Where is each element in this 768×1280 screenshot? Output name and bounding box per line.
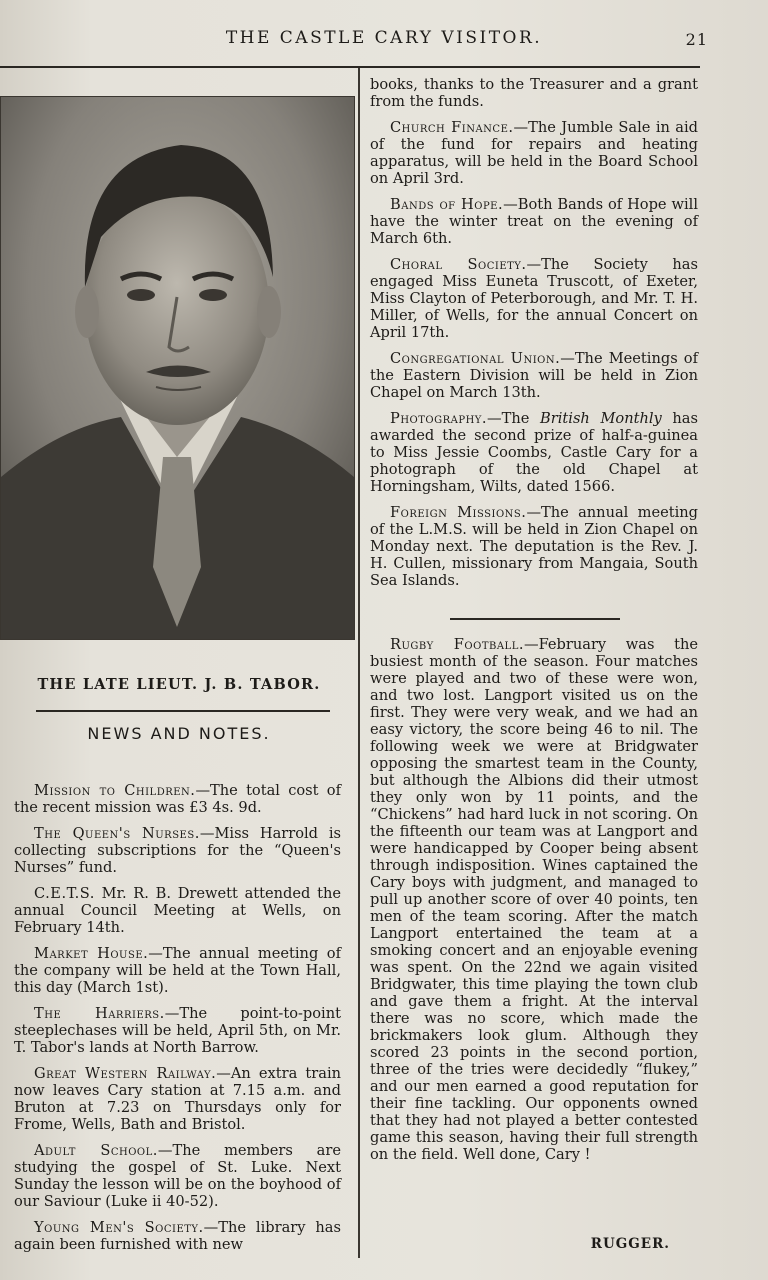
note-photography: Photography.—The British Monthly has awarded the second prize of half-a-guinea to Miss Jessie Coombs, Castle Cary for a photograph of the old Chapel at Horningsham, Wilts, dated 1566. [370,410,698,495]
right-column-notes [370,76,698,598]
page-header [0,28,768,58]
note-queens-nurses: The Queen's Nurses.—Miss Harrold is collecting subscriptions for the “Queen's Nurses” fund. [14,825,341,876]
note-rugby-football: Rugby Football.—February was the busiest month of the season. Four matches were played and two of these were won, and two lost. Langport visited us on the first. They were very weak, and we had an easy victory, the score being 46 to nil. The following week we were at Bridgwater opposing the smartest team in the County, but although the Albions did their utmost they only won by 11 points, and the “Chickens” had hard luck in not scoring. On the fifteenth our team was at Langport and were handicapped by Cooper being absent through indisposition. Wines captained the Cary boys with judgment, and managed to pull up another score of over 40 points, ten men of the team scoring. After the match Langport entertained the team at a smoking concert and an enjoyable evening was spent. On the 22nd we again visited Bridgwater, this time playing the town club and gave them a fright. At the interval there was no score, which made the brickmakers look glum. Although they scored 23 points in the second portion, three of the tries were decidedly “flukey,” and our men earned a good reputation for their fine tackling. Our opponents owned that they had not played a better contested game this season, having their full strength on the field. Well done, Cary ! [370,636,698,1163]
note-mission: Mission to Children.—The total cost of the recent mission was £3 4s. 9d. [14,782,341,816]
note-bands-of-hope: Bands of Hope.—Both Bands of Hope will have the winter treat on the evening of March 6th. [370,196,698,247]
header-rule [0,66,700,68]
portrait-illustration [1,97,354,639]
note-foreign-missions: Foreign Missions.—The annual meeting of the L.M.S. will be held in Zion Chapel on Monday next. The deputation is the Rev. J. H. Cullen, missionary from Mangaia, South Sea Islands. [370,504,698,589]
note-market-house: Market House.—The annual meeting of the company will be held at the Town Hall, this day (March 1st). [14,945,341,996]
portrait-photo [0,96,355,640]
left-column-notes [14,782,341,1262]
note-railway: Great Western Railway.—An extra train now leaves Cary station at 7.15 a.m. and Bruton at 7.23 on Thursdays only for Frome, Wells, Bath and Bristol. [14,1065,342,1133]
section-title: NEWS AND NOTES. [87,724,271,743]
report-signature: RUGGER. [590,1236,670,1252]
page-number: 21 [685,30,708,49]
publication-title: THE CASTLE CARY VISITOR. [225,28,543,48]
caption-rule [36,710,330,712]
note-harriers: The Harriers.—The point-to-point steeplechases will be held, April 5th, on Mr. T. Tabor's lands at North Barrow. [14,1005,341,1056]
note-adult-school: Adult School.—The members are studying the gospel of St. Luke. Next Sunday the lesson will be on the boyhood of our Saviour (Luke ii 40-52). [14,1142,341,1210]
note-young-mens: Young Men's Society.—The library has again been furnished with new [14,1219,341,1253]
note-cets: C.E.T.S. Mr. R. B. Drewett attended the annual Council Meeting at Wells, on February 14th. [14,885,341,936]
section-rule [450,618,620,620]
photo-caption: THE LATE LIEUT. J. B. TABOR. [37,676,321,693]
note-choral-society: Choral Society.—The Society has engaged Miss Euneta Truscott, of Exeter, Miss Clayton of Peterborough, and Mr. T. H. Miller, of Wells, for the annual Concert on April 17th. [370,256,698,341]
note-library-continued: books, thanks to the Treasurer and a grant from the funds. [370,76,698,110]
note-congregational: Congregational Union.—The Meetings of the Eastern Division will be held in Zion Chapel on March 13th. [370,350,698,401]
rugby-report [370,636,698,1172]
column-divider [358,68,360,1258]
note-church-finance: Church Finance.—The Jumble Sale in aid of the fund for repairs and heating apparatus, will be held in the Board School on April 3rd. [370,119,698,187]
